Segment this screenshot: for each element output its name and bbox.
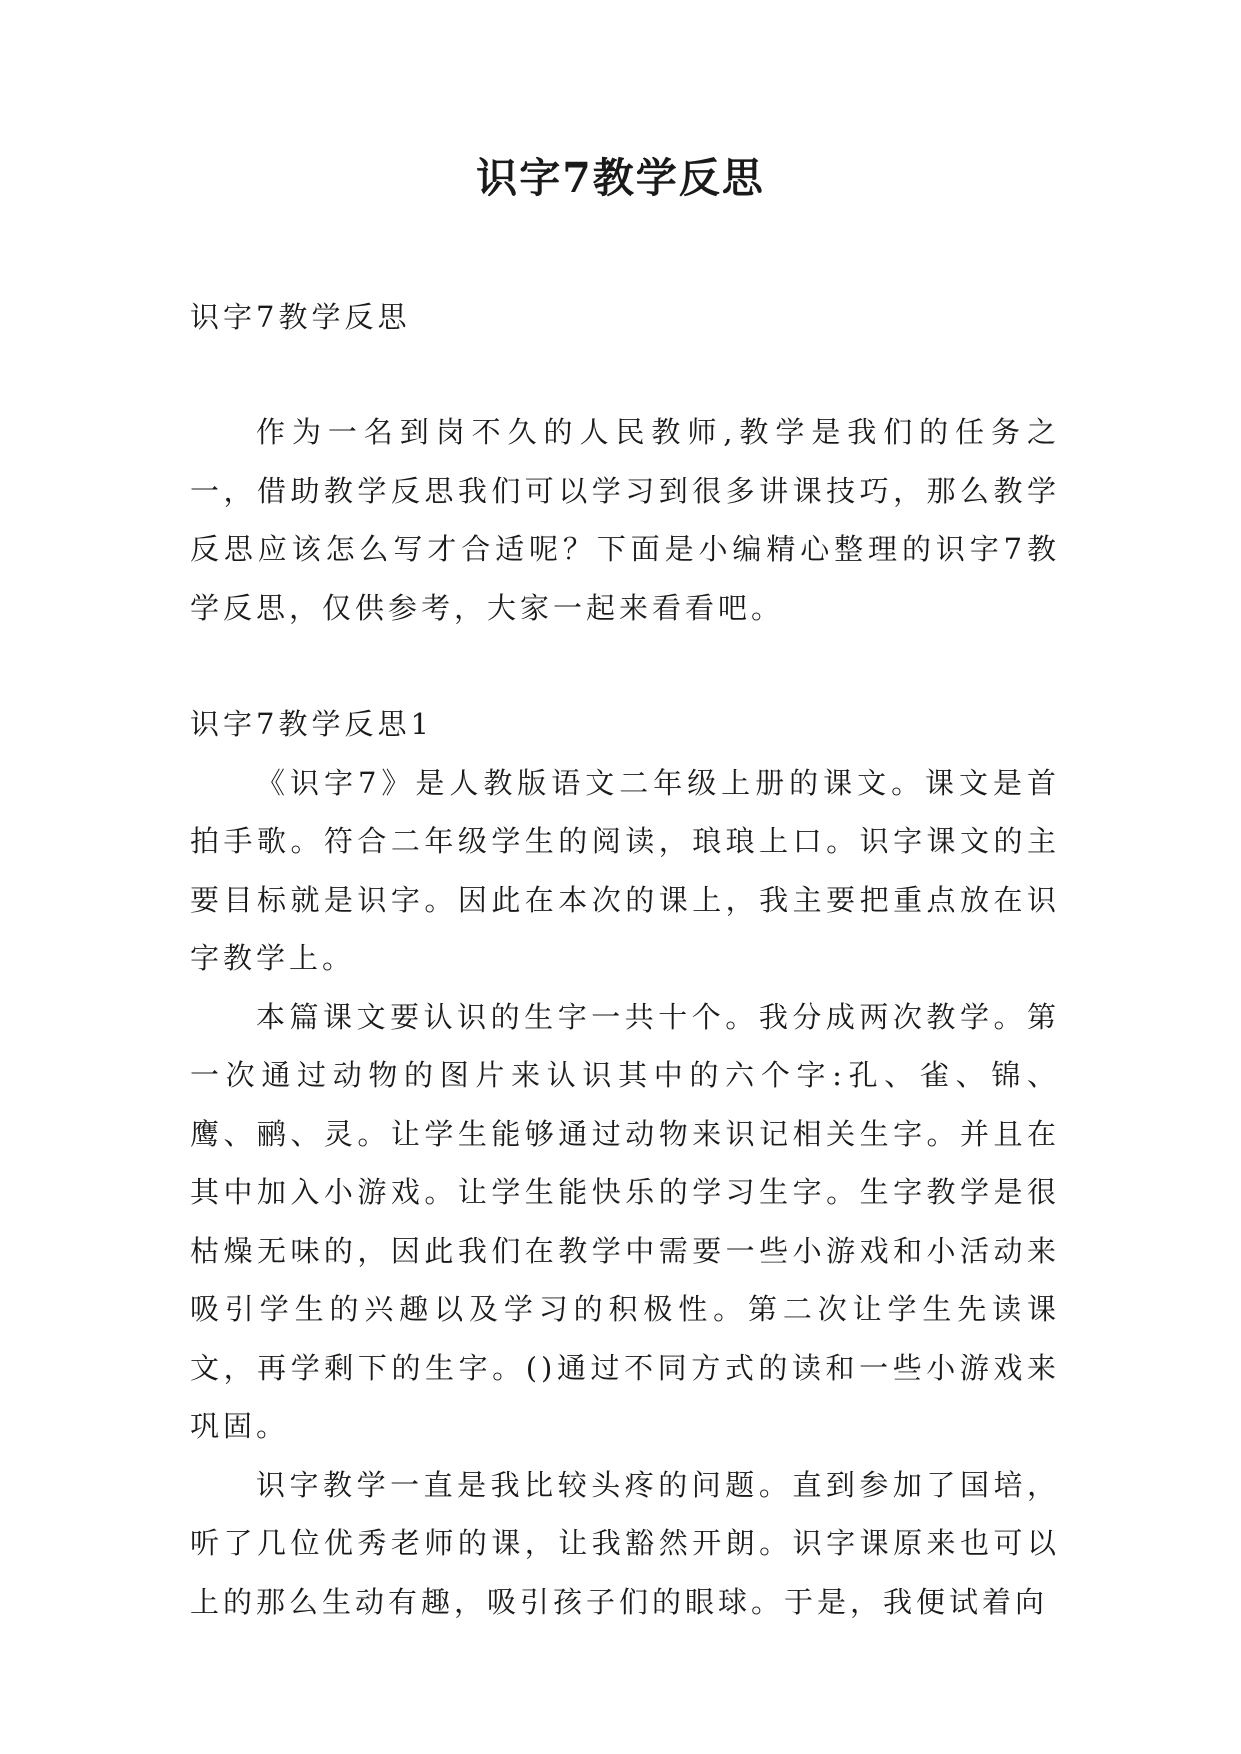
document-title: 识字7教学反思 (476, 154, 765, 202)
subtitle-block (190, 288, 1060, 347)
document-subtitle: 识字7教学反思 (190, 300, 411, 334)
section-block (190, 695, 1060, 1631)
intro-block (190, 403, 1060, 637)
section-heading: 识字7教学反思1 (190, 707, 433, 741)
body-paragraph: 识字教学一直是我比较头疼的问题。直到参加了国培，听了几位优秀老师的课，让我豁然开朗。识字课原来也可以上的那么生动有趣，吸引孩子们的眼球。于是，我便试着向 (190, 1467, 1060, 1619)
body-paragraph: 《识字7》是人教版语文二年级上册的课文。课文是首拍手歌。符合二年级学生的阅读，琅琅上口。识字课文的主要目标就是识字。因此在本次的课上，我主要把重点放在识字教学上。 (190, 765, 1060, 975)
intro-paragraph: 作为一名到岗不久的人民教师,教学是我们的任务之一，借助教学反思我们可以学习到很多讲课技巧，那么教学反思应该怎么写才合适呢？下面是小编精心整理的识字7教学反思，仅供参考，大家一起来看看吧。 (190, 415, 1060, 625)
body-paragraph: 本篇课文要认识的生字一共十个。我分成两次教学。第一次通过动物的图片来认识其中的六个字:孔、雀、锦、鹰、鹂、灵。让学生能够通过动物来识记相关生字。并且在其中加入小游戏。让学生能快乐的学习生字。生字教学是很枯燥无味的，因此我们在教学中需要一些小游戏和小活动来吸引学生的兴趣以及学习的积极性。第二次让学生先读课文，再学剩下的生字。()通过不同方式的读和一些小游戏来巩固。 (190, 999, 1060, 1443)
